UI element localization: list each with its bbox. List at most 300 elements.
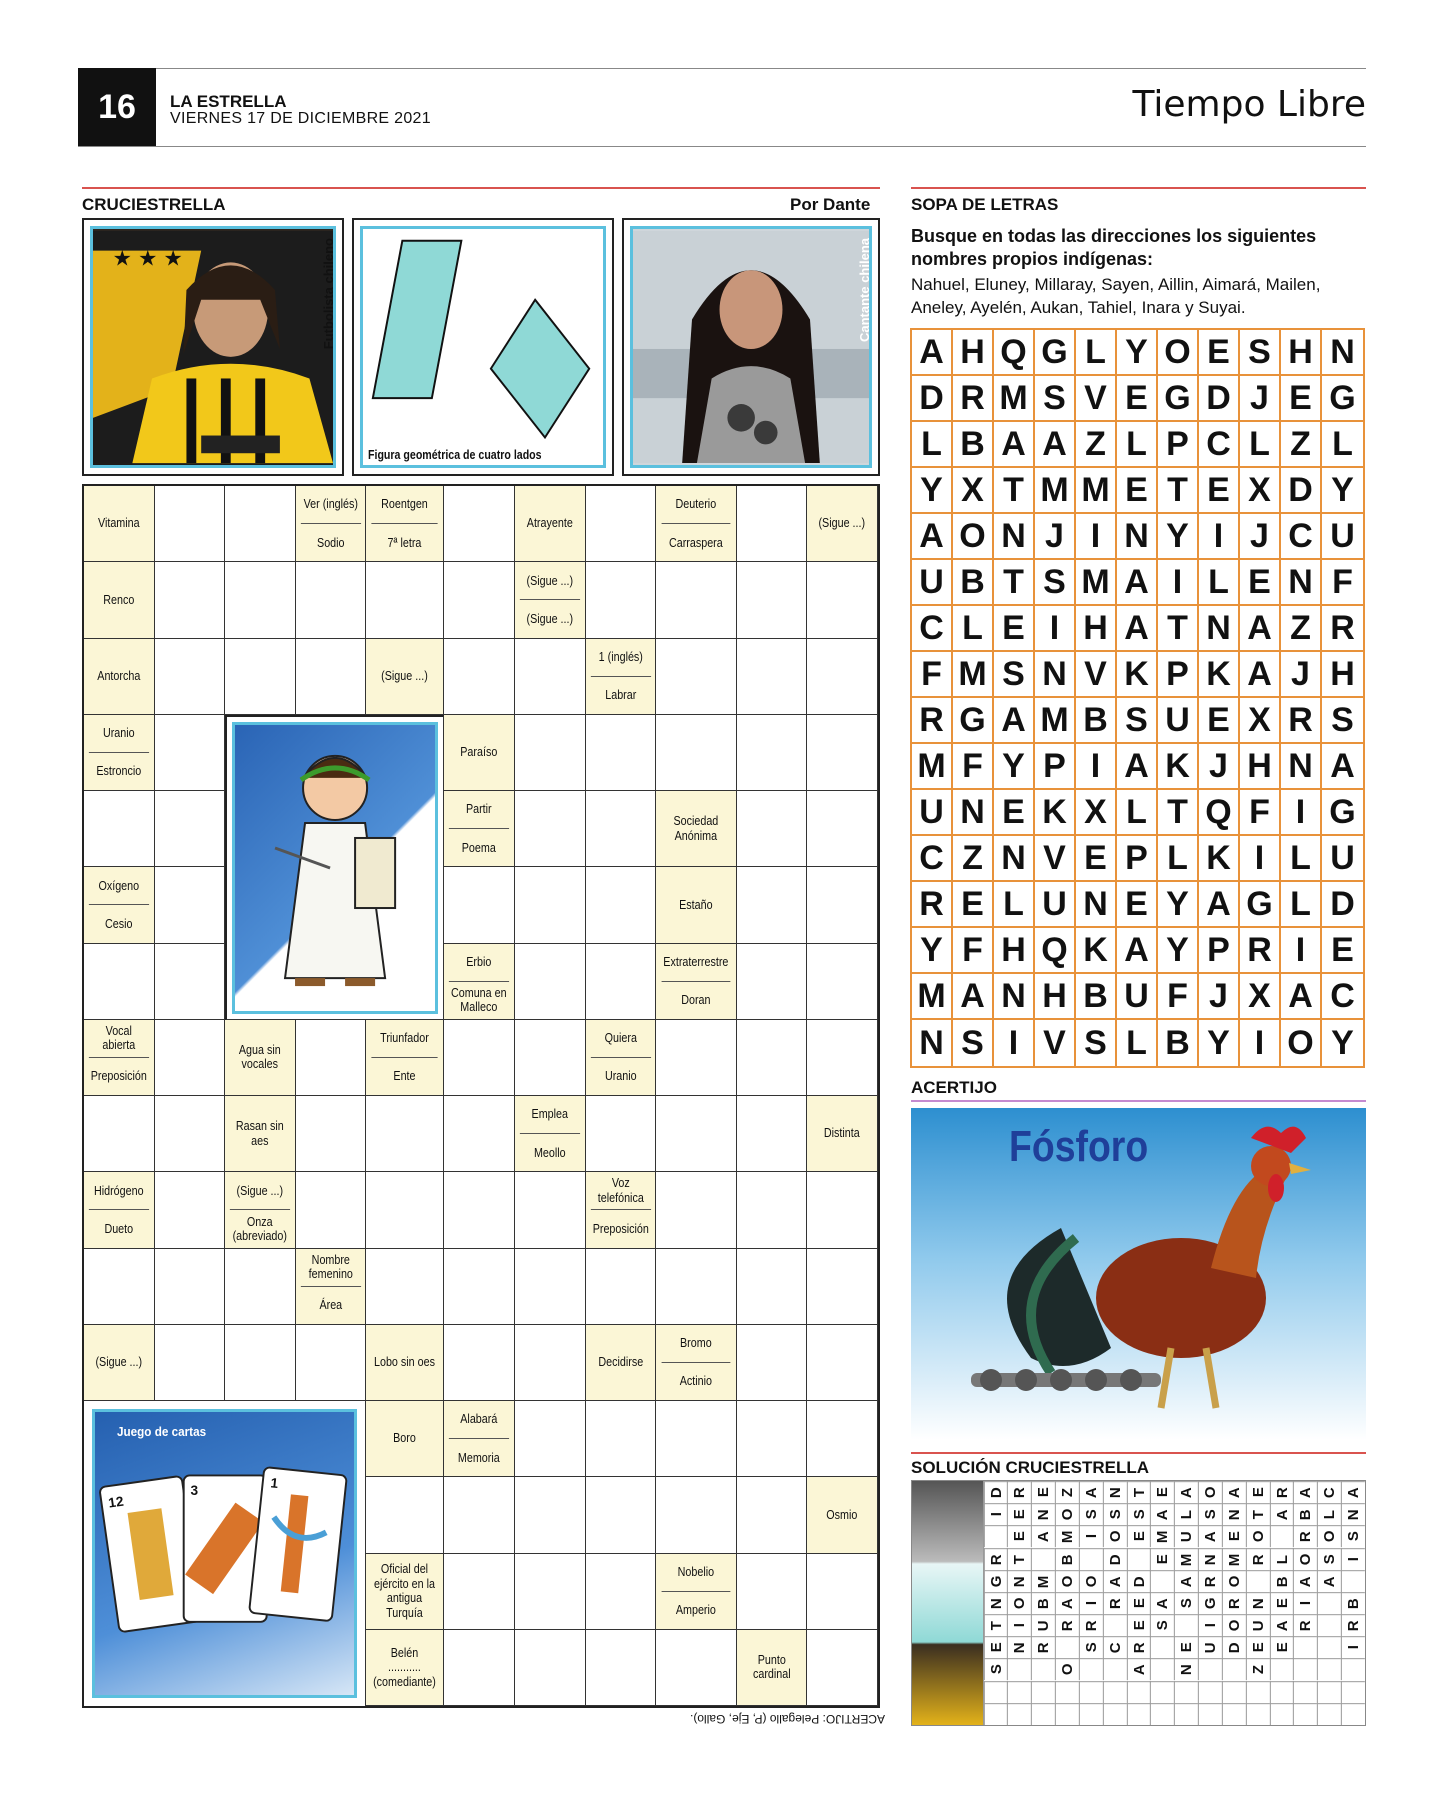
wordsearch-letter[interactable]: R — [912, 698, 953, 744]
wordsearch-letter[interactable]: S — [953, 1020, 994, 1066]
answer-cell[interactable] — [737, 1172, 808, 1248]
wordsearch-letter[interactable]: J — [1240, 376, 1281, 422]
solution-letter: I — [1341, 1548, 1365, 1570]
wordsearch-letter[interactable]: L — [1322, 422, 1363, 468]
wordsearch-letter[interactable]: R — [1281, 698, 1322, 744]
answer-cell[interactable] — [807, 791, 878, 867]
answer-cell[interactable] — [366, 1477, 444, 1553]
answer-cell[interactable] — [737, 715, 808, 791]
wordsearch-letter[interactable]: G — [1158, 376, 1199, 422]
wordsearch-letter[interactable]: H — [1281, 330, 1322, 376]
answer-cell[interactable] — [155, 1249, 226, 1325]
answer-cell[interactable] — [656, 1477, 737, 1553]
answer-cell[interactable] — [296, 1020, 367, 1096]
answer-cell[interactable] — [366, 1249, 444, 1325]
wordsearch-letter[interactable]: G — [1322, 376, 1363, 422]
wordsearch-letter[interactable]: C — [912, 606, 953, 652]
wordsearch-letter[interactable]: X — [1240, 974, 1281, 1020]
wordsearch-letter[interactable]: A — [1240, 652, 1281, 698]
wordsearch-letter[interactable]: U — [1117, 974, 1158, 1020]
solution-letter — [1317, 1681, 1341, 1703]
wordsearch-letter[interactable]: X — [1240, 698, 1281, 744]
wordsearch-letter[interactable]: D — [912, 376, 953, 422]
wordsearch-letter[interactable]: N — [1117, 514, 1158, 560]
wordsearch-letter[interactable]: P — [1158, 652, 1199, 698]
answer-cell[interactable] — [737, 1020, 808, 1096]
wordsearch-letter[interactable]: M — [912, 974, 953, 1020]
wordsearch-letter[interactable]: R — [953, 376, 994, 422]
wordsearch-letter[interactable]: I — [1281, 790, 1322, 836]
wordsearch-letter[interactable]: L — [953, 606, 994, 652]
wordsearch-letter[interactable]: N — [994, 974, 1035, 1020]
clue-cell — [737, 1630, 808, 1706]
clue-cell — [366, 1401, 444, 1477]
answer-cell[interactable] — [807, 867, 878, 943]
answer-cell[interactable] — [225, 1249, 296, 1325]
answer-cell[interactable] — [586, 1249, 657, 1325]
wordsearch-letter[interactable]: X — [1076, 790, 1117, 836]
wordsearch-letter[interactable]: T — [994, 468, 1035, 514]
answer-cell[interactable] — [444, 1020, 515, 1096]
solution-grid — [911, 1480, 1366, 1726]
wordsearch-letter[interactable]: C — [1281, 514, 1322, 560]
solution-letter: I — [1007, 1614, 1031, 1636]
answer-cell[interactable] — [225, 486, 296, 562]
wordsearch-letter[interactable]: V — [1076, 652, 1117, 698]
answer-cell[interactable] — [737, 1249, 808, 1325]
wordsearch-letter[interactable]: Y — [912, 928, 953, 974]
wordsearch-letter[interactable]: G — [953, 698, 994, 744]
wordsearch-letter[interactable]: A — [1322, 744, 1363, 790]
wordsearch-letter[interactable]: E — [1117, 468, 1158, 514]
clue-cell — [444, 715, 515, 791]
answer-cell[interactable] — [586, 867, 657, 943]
answer-cell[interactable] — [586, 1554, 657, 1630]
wordsearch-letter[interactable]: N — [1281, 560, 1322, 606]
answer-cell[interactable] — [366, 1096, 444, 1172]
answer-cell[interactable] — [807, 1554, 878, 1630]
wordsearch-letter[interactable]: G — [1322, 790, 1363, 836]
wordsearch-letter[interactable]: E — [1199, 330, 1240, 376]
wordsearch-letter[interactable]: I — [1281, 928, 1322, 974]
clue-text: Nobelio — [677, 1564, 715, 1579]
wordsearch-letter[interactable]: C — [1199, 422, 1240, 468]
answer-cell[interactable] — [586, 1630, 657, 1706]
answer-cell[interactable] — [155, 715, 226, 791]
answer-cell[interactable] — [807, 944, 878, 1020]
wordsearch-letter[interactable]: I — [1076, 744, 1117, 790]
answer-cell[interactable] — [515, 639, 586, 715]
answer-cell[interactable] — [586, 715, 657, 791]
wordsearch-letter[interactable]: G — [1035, 330, 1076, 376]
wordsearch-letter[interactable]: E — [1117, 376, 1158, 422]
answer-cell[interactable] — [737, 562, 808, 638]
answer-cell[interactable] — [444, 1249, 515, 1325]
wordsearch-letter[interactable]: M — [1076, 560, 1117, 606]
answer-cell[interactable] — [444, 1172, 515, 1248]
wordsearch-letter[interactable]: S — [994, 652, 1035, 698]
wordsearch-letter[interactable]: L — [1117, 790, 1158, 836]
wordsearch-letter[interactable]: B — [953, 422, 994, 468]
answer-cell[interactable] — [155, 1172, 226, 1248]
wordsearch-letter[interactable]: I — [1240, 1020, 1281, 1066]
answer-cell[interactable] — [586, 1401, 657, 1477]
answer-cell[interactable] — [225, 1325, 296, 1401]
wordsearch-letter[interactable]: L — [1281, 836, 1322, 882]
wordsearch-letter[interactable]: A — [1199, 882, 1240, 928]
wordsearch-letter[interactable]: Y — [1331, 1023, 1354, 1062]
wordsearch-letter[interactable]: Z — [1281, 606, 1322, 652]
wordsearch-letter[interactable]: S — [1117, 698, 1158, 744]
wordsearch-letter[interactable]: Y — [1199, 1020, 1240, 1066]
wordsearch-letter[interactable]: S — [1076, 1020, 1117, 1066]
wordsearch-letter[interactable]: Y — [994, 744, 1035, 790]
wordsearch-letter[interactable]: O — [1281, 1020, 1322, 1066]
wordsearch-letter[interactable]: A — [1117, 928, 1158, 974]
wordsearch-letter[interactable]: I — [994, 1020, 1035, 1066]
answer-cell[interactable] — [84, 944, 155, 1020]
answer-cell[interactable] — [586, 791, 657, 867]
wordsearch-letter[interactable]: F — [1240, 790, 1281, 836]
wordsearch-letter[interactable]: L — [1240, 422, 1281, 468]
wordsearch-letter[interactable]: L — [1158, 836, 1199, 882]
wordsearch-letter[interactable]: B — [1158, 1020, 1199, 1066]
answer-cell[interactable] — [807, 562, 878, 638]
wordsearch-letter[interactable]: A — [1117, 560, 1158, 606]
wordsearch-letter[interactable]: H — [953, 330, 994, 376]
wordsearch-letter[interactable]: N — [994, 836, 1035, 882]
wordsearch-letter[interactable]: Y — [1158, 928, 1199, 974]
wordsearch-letter[interactable]: N — [953, 790, 994, 836]
wordsearch-letter[interactable]: U — [912, 560, 953, 606]
wordsearch-letter[interactable]: T — [1158, 468, 1199, 514]
answer-cell[interactable] — [515, 1249, 586, 1325]
wordsearch-letter[interactable]: N — [1281, 744, 1322, 790]
wordsearch-letter[interactable]: D — [1199, 376, 1240, 422]
wordsearch-letter[interactable]: D — [1322, 882, 1363, 928]
answer-cell[interactable] — [84, 791, 155, 867]
wordsearch-letter[interactable]: L — [1199, 560, 1240, 606]
wordsearch-letter[interactable]: U — [912, 790, 953, 836]
wordsearch-letter[interactable]: P — [1199, 928, 1240, 974]
wordsearch-letter[interactable]: Z — [1281, 422, 1322, 468]
answer-cell[interactable] — [807, 1020, 878, 1096]
answer-cell[interactable] — [737, 791, 808, 867]
solution-letter: E — [1127, 1525, 1151, 1547]
crossword-grid — [82, 484, 880, 1708]
answer-cell[interactable] — [807, 1401, 878, 1477]
wordsearch-letter[interactable]: L — [912, 422, 953, 468]
wordsearch-letter[interactable]: A — [994, 698, 1035, 744]
wordsearch-letter[interactable]: T — [1158, 790, 1199, 836]
answer-cell[interactable] — [515, 867, 586, 943]
solution-letter: C — [1317, 1481, 1341, 1503]
wordsearch-letter[interactable]: N — [1322, 330, 1363, 376]
answer-cell[interactable] — [737, 944, 808, 1020]
wordsearch-letter[interactable]: M — [994, 376, 1035, 422]
answer-cell[interactable] — [444, 867, 515, 943]
wordsearch-letter[interactable]: J — [1240, 514, 1281, 560]
answer-cell[interactable] — [84, 1096, 155, 1172]
answer-cell[interactable] — [296, 639, 367, 715]
answer-cell[interactable] — [444, 1477, 515, 1553]
wordsearch-letter[interactable]: T — [994, 560, 1035, 606]
wordsearch-letter[interactable]: H — [994, 928, 1035, 974]
wordsearch-letter[interactable]: E — [994, 606, 1035, 652]
wordsearch-letter[interactable]: Y — [1158, 514, 1199, 560]
wordsearch-letter[interactable]: I — [1158, 560, 1199, 606]
wordsearch-letter[interactable]: N — [1076, 882, 1117, 928]
answer-cell[interactable] — [225, 639, 296, 715]
wordsearch-letter[interactable]: V — [1035, 1020, 1076, 1066]
wordsearch-letter[interactable]: F — [1322, 560, 1363, 606]
answer-cell[interactable] — [515, 1020, 586, 1096]
answer-cell[interactable] — [586, 562, 657, 638]
wordsearch-letter[interactable]: M — [953, 652, 994, 698]
wordsearch-letter[interactable]: Q — [1035, 928, 1076, 974]
answer-cell[interactable] — [737, 1477, 808, 1553]
wordsearch-letter[interactable]: Q — [1199, 790, 1240, 836]
answer-cell[interactable] — [155, 944, 226, 1020]
wordsearch-letter[interactable]: M — [1076, 468, 1117, 514]
answer-cell[interactable] — [807, 1630, 878, 1706]
wordsearch-letter[interactable]: F — [912, 652, 953, 698]
answer-cell[interactable] — [296, 1325, 367, 1401]
wordsearch-letter[interactable]: K — [1076, 928, 1117, 974]
wordsearch-letter[interactable]: E — [1076, 836, 1117, 882]
answer-cell[interactable] — [656, 562, 737, 638]
wordsearch-letter[interactable]: L — [1117, 1020, 1158, 1066]
answer-cell[interactable] — [296, 1096, 367, 1172]
wordsearch-letter[interactable]: U — [1322, 514, 1363, 560]
wordsearch-letter[interactable]: A — [1240, 606, 1281, 652]
wordsearch-letter[interactable]: K — [1199, 836, 1240, 882]
solution-letter — [1055, 1636, 1079, 1658]
wordsearch-letter[interactable]: R — [912, 882, 953, 928]
wordsearch-letter[interactable]: Y — [1117, 330, 1158, 376]
wordsearch-letter[interactable]: B — [953, 560, 994, 606]
answer-cell[interactable] — [515, 1477, 586, 1553]
answer-cell[interactable] — [444, 1630, 515, 1706]
wordsearch-letter[interactable]: J — [1035, 514, 1076, 560]
answer-cell[interactable] — [807, 715, 878, 791]
wordsearch-letter[interactable]: S — [1035, 560, 1076, 606]
answer-cell[interactable] — [737, 1401, 808, 1477]
wordsearch-letter[interactable]: H — [1076, 606, 1117, 652]
answer-cell[interactable] — [155, 562, 226, 638]
answer-cell[interactable] — [737, 1096, 808, 1172]
wordsearch-letter[interactable]: I — [1240, 836, 1281, 882]
answer-cell[interactable] — [366, 562, 444, 638]
wordsearch-letter[interactable]: K — [1199, 652, 1240, 698]
wordsearch-letter[interactable]: M — [912, 744, 953, 790]
answer-cell[interactable] — [515, 1630, 586, 1706]
answer-cell[interactable] — [444, 1325, 515, 1401]
wordsearch-letter[interactable]: G — [1240, 882, 1281, 928]
wordsearch-letter[interactable]: H — [1322, 652, 1363, 698]
wordsearch-letter[interactable]: A — [1117, 606, 1158, 652]
wordsearch-letter[interactable]: E — [1199, 698, 1240, 744]
answer-cell[interactable] — [586, 1477, 657, 1553]
wordsearch-letter[interactable]: Y — [1322, 468, 1363, 514]
wordsearch-letter[interactable]: Y — [1158, 882, 1199, 928]
answer-cell[interactable] — [737, 1554, 808, 1630]
answer-cell[interactable] — [656, 1020, 737, 1096]
wordsearch-letter[interactable]: S — [1322, 698, 1363, 744]
wordsearch-letter[interactable]: O — [1158, 330, 1199, 376]
wordsearch-letter[interactable]: A — [912, 330, 953, 376]
wordsearch-letter[interactable]: D — [1281, 468, 1322, 514]
answer-cell[interactable] — [586, 486, 657, 562]
wordsearch-letter[interactable]: P — [1117, 836, 1158, 882]
wordsearch-letter[interactable]: X — [1240, 468, 1281, 514]
answer-cell[interactable] — [656, 715, 737, 791]
answer-cell[interactable] — [656, 1630, 737, 1706]
wordsearch-letter[interactable]: R — [1240, 928, 1281, 974]
solution-letter: D — [1127, 1570, 1151, 1592]
wordsearch-letter[interactable]: P — [1158, 422, 1199, 468]
wordsearch-letter[interactable]: A — [994, 422, 1035, 468]
wordsearch-letter[interactable]: E — [994, 790, 1035, 836]
answer-cell[interactable] — [444, 486, 515, 562]
wordsearch-letter[interactable]: Z — [1076, 422, 1117, 468]
answer-cell[interactable] — [515, 1172, 586, 1248]
wordsearch-letter[interactable]: E — [1240, 560, 1281, 606]
wordsearch-letter[interactable]: Q — [994, 330, 1035, 376]
wordsearch-letter[interactable]: T — [1158, 606, 1199, 652]
answer-cell[interactable] — [737, 1325, 808, 1401]
wordsearch-letter[interactable]: A — [912, 514, 953, 560]
answer-cell[interactable] — [444, 1554, 515, 1630]
wordsearch-letter[interactable]: J — [1281, 652, 1322, 698]
answer-cell[interactable] — [656, 1172, 737, 1248]
answer-cell[interactable] — [444, 562, 515, 638]
wordsearch-letter[interactable]: N — [994, 514, 1035, 560]
wordsearch-letter[interactable]: A — [1281, 974, 1322, 1020]
answer-cell[interactable] — [807, 1249, 878, 1325]
clue-text: Voz telefónica — [597, 1176, 644, 1205]
wordsearch-letter[interactable]: A — [953, 974, 994, 1020]
wordsearch-letter[interactable]: I — [1199, 514, 1240, 560]
wordsearch-letter[interactable]: K — [1158, 744, 1199, 790]
answer-cell[interactable] — [155, 486, 226, 562]
wordsearch-letter[interactable]: F — [953, 928, 994, 974]
answer-cell[interactable] — [656, 1401, 737, 1477]
answer-cell[interactable] — [586, 944, 657, 1020]
answer-cell[interactable] — [656, 639, 737, 715]
wordsearch-letter[interactable]: M — [1035, 698, 1076, 744]
answer-cell[interactable] — [225, 562, 296, 638]
wordsearch-letter[interactable]: E — [1117, 882, 1158, 928]
wordsearch-letter[interactable]: X — [953, 468, 994, 514]
answer-cell[interactable] — [515, 791, 586, 867]
wordsearch-letter[interactable]: S — [1035, 376, 1076, 422]
answer-cell[interactable] — [296, 562, 367, 638]
answer-cell[interactable] — [515, 1325, 586, 1401]
wordsearch-letter[interactable]: R — [1322, 606, 1363, 652]
wordsearch-letter[interactable]: A — [1035, 422, 1076, 468]
wordsearch-letter[interactable]: A — [1117, 744, 1158, 790]
answer-cell[interactable] — [155, 791, 226, 867]
wordsearch-letter[interactable]: V — [1076, 376, 1117, 422]
wordsearch-letter[interactable]: U — [1035, 882, 1076, 928]
answer-cell[interactable] — [515, 1554, 586, 1630]
wordsearch-letter[interactable]: J — [1199, 744, 1240, 790]
wordsearch-letter[interactable]: O — [953, 514, 994, 560]
wordsearch-letter[interactable]: K — [1035, 790, 1076, 836]
answer-cell[interactable] — [656, 1249, 737, 1325]
wordsearch-letter[interactable]: F — [1158, 974, 1199, 1020]
answer-cell[interactable] — [515, 715, 586, 791]
wordsearch-letter[interactable]: P — [1035, 744, 1076, 790]
wordsearch-letter[interactable]: V — [1035, 836, 1076, 882]
wordsearch-letter[interactable]: N — [1035, 652, 1076, 698]
wordsearch-letter[interactable]: C — [912, 836, 953, 882]
answer-cell[interactable] — [807, 1172, 878, 1248]
wordsearch-letter[interactable]: L — [1076, 330, 1117, 376]
answer-cell[interactable] — [155, 639, 226, 715]
wordsearch-letter[interactable]: E — [953, 882, 994, 928]
wordsearch-letter[interactable]: L — [1117, 422, 1158, 468]
wordsearch-letter[interactable]: U — [1158, 698, 1199, 744]
wordsearch-letter[interactable]: N — [1199, 606, 1240, 652]
answer-cell[interactable] — [515, 944, 586, 1020]
wordsearch-letter[interactable]: Y — [912, 468, 953, 514]
answer-cell[interactable] — [155, 1020, 226, 1096]
wordsearch-letter[interactable]: L — [1281, 882, 1322, 928]
wordsearch-letter[interactable]: E — [1199, 468, 1240, 514]
wordsearch-letter[interactable]: F — [953, 744, 994, 790]
answer-cell[interactable] — [807, 1325, 878, 1401]
wordsearch-letter[interactable]: N — [912, 1020, 953, 1066]
wordsearch-letter[interactable]: H — [1240, 744, 1281, 790]
playing-cards-icon — [95, 1412, 354, 1695]
clue-cell — [84, 867, 155, 943]
wordsearch-letter[interactable]: L — [994, 882, 1035, 928]
wordsearch-letter[interactable]: U — [1322, 836, 1363, 882]
answer-cell[interactable] — [737, 639, 808, 715]
answer-cell[interactable] — [84, 1249, 155, 1325]
wordsearch-letter[interactable]: E — [1322, 928, 1363, 974]
wordsearch-letter[interactable]: M — [1035, 468, 1076, 514]
wordsearch-letter[interactable]: Z — [953, 836, 994, 882]
answer-cell[interactable] — [366, 1172, 444, 1248]
answer-cell[interactable] — [155, 1096, 226, 1172]
answer-cell[interactable] — [444, 1096, 515, 1172]
wordsearch-letter[interactable]: C — [1322, 974, 1363, 1020]
answer-cell[interactable] — [155, 867, 226, 943]
wordsearch-letter[interactable]: E — [1281, 376, 1322, 422]
answer-cell[interactable] — [586, 1096, 657, 1172]
wordsearch-letter[interactable]: K — [1117, 652, 1158, 698]
wordsearch-letter[interactable]: B — [1076, 974, 1117, 1020]
wordsearch-letter[interactable]: H — [1035, 974, 1076, 1020]
answer-cell[interactable] — [807, 639, 878, 715]
answer-cell[interactable] — [155, 1325, 226, 1401]
answer-cell[interactable] — [444, 639, 515, 715]
answer-cell[interactable] — [656, 1096, 737, 1172]
solution-letter: R — [1079, 1614, 1103, 1636]
answer-cell[interactable] — [737, 486, 808, 562]
wordsearch-letter[interactable]: I — [1076, 514, 1117, 560]
wordsearch-letter[interactable]: I — [1035, 606, 1076, 652]
wordsearch-letter[interactable]: J — [1199, 974, 1240, 1020]
answer-cell[interactable] — [296, 1172, 367, 1248]
answer-cell[interactable] — [515, 1401, 586, 1477]
wordsearch-letter[interactable]: B — [1076, 698, 1117, 744]
answer-cell[interactable] — [737, 867, 808, 943]
wordsearch-letter[interactable]: S — [1240, 330, 1281, 376]
